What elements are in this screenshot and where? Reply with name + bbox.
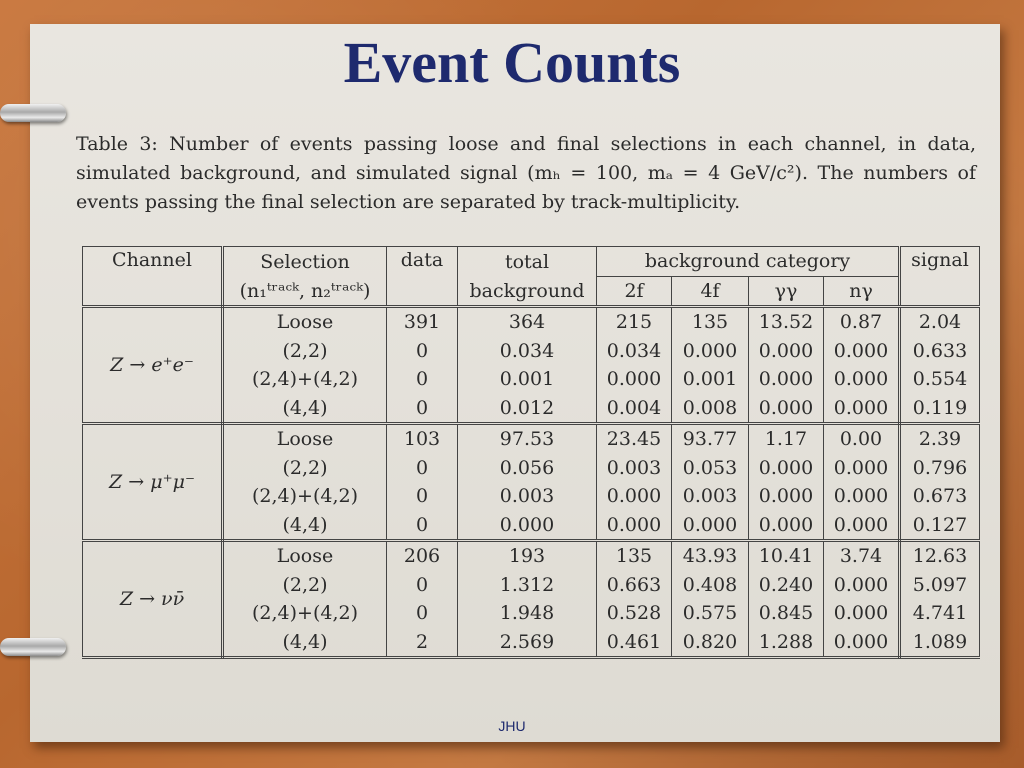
total-background-cell: 0.056 (458, 454, 597, 483)
data-cell: 206 (387, 541, 458, 571)
bg-n-gamma-cell: 0.000 (824, 599, 900, 628)
selection-cell: (2,4)+(4,2) (223, 482, 387, 511)
bg-gamma-gamma-cell: 1.17 (749, 424, 824, 454)
header-2f: 2f (597, 276, 672, 307)
bg-2f-cell: 0.034 (597, 337, 672, 366)
signal-cell: 1.089 (900, 628, 980, 658)
header-background: background (458, 276, 597, 307)
bg-4f-cell: 135 (672, 307, 749, 337)
data-cell: 0 (387, 599, 458, 628)
header-selection-sub: (n₁ᵗʳᵃᶜᵏ, n₂ᵗʳᵃᶜᵏ) (223, 276, 387, 307)
bg-n-gamma-cell: 0.00 (824, 424, 900, 454)
selection-cell: (2,2) (223, 337, 387, 366)
data-cell: 0 (387, 511, 458, 541)
table-row (83, 424, 980, 454)
bg-4f-cell: 93.77 (672, 424, 749, 454)
data-cell: 0 (387, 454, 458, 483)
signal-cell: 0.673 (912, 485, 968, 508)
bg-gamma-gamma-cell: 0.000 (749, 454, 824, 483)
selection-cell: (2,2) (223, 454, 387, 483)
bg-2f-cell: 0.461 (597, 628, 672, 658)
bg-2f-cell: 0.000 (597, 482, 672, 511)
table-row (83, 541, 980, 571)
selection-cell: Loose (223, 541, 387, 571)
channel-cell: Z → e⁺e⁻ (83, 307, 223, 424)
total-background-cell: 2.569 (458, 628, 597, 658)
header-total: total (458, 247, 597, 277)
header-background-category: background category (597, 247, 900, 277)
data-cell: 0 (387, 365, 458, 394)
bg-gamma-gamma-cell: 13.52 (749, 307, 824, 337)
footer-label: JHU (498, 718, 526, 734)
bg-n-gamma-cell: 0.000 (824, 482, 900, 511)
signal-cell: 2.04 (918, 311, 962, 334)
bg-4f-cell: 0.008 (672, 394, 749, 424)
total-background-cell: 364 (458, 307, 597, 337)
bg-n-gamma-cell: 0.000 (824, 454, 900, 483)
total-background-cell: 193 (458, 541, 597, 571)
total-background-cell: 0.034 (458, 337, 597, 366)
table-header-row-1 (83, 247, 980, 277)
signal-cell: 5.097 (912, 573, 968, 596)
total-background-cell: 0.001 (458, 365, 597, 394)
bg-4f-cell: 0.001 (672, 365, 749, 394)
bg-4f-cell: 0.820 (672, 628, 749, 658)
selection-cell: Loose (223, 307, 387, 337)
bg-2f-cell: 0.528 (597, 599, 672, 628)
total-background-cell: 97.53 (458, 424, 597, 454)
bg-n-gamma-cell: 0.000 (824, 394, 900, 424)
bg-2f-cell: 135 (597, 541, 672, 571)
bg-4f-cell: 0.053 (672, 454, 749, 483)
bg-n-gamma-cell: 0.000 (824, 571, 900, 600)
selection-cell: Loose (223, 424, 387, 454)
data-cell: 0 (387, 482, 458, 511)
page-title: Event Counts (343, 30, 681, 95)
bg-2f-cell: 23.45 (597, 424, 672, 454)
bg-gamma-gamma-cell: 0.000 (749, 394, 824, 424)
signal-cell: 0.127 (900, 511, 980, 541)
total-background-cell: 1.948 (458, 599, 597, 628)
total-background-cell: 1.312 (458, 571, 597, 600)
bg-4f-cell: 0.003 (672, 482, 749, 511)
bg-gamma-gamma-cell: 0.000 (749, 365, 824, 394)
table-row (83, 307, 980, 337)
signal-cell: 12.63 (912, 545, 968, 568)
bg-n-gamma-cell: 3.74 (824, 541, 900, 571)
bg-2f-cell: 0.003 (597, 454, 672, 483)
bg-gamma-gamma-cell: 0.000 (749, 482, 824, 511)
bg-n-gamma-cell: 0.000 (824, 365, 900, 394)
binder-ring-top (0, 104, 66, 122)
signal-cell: 0.633 (912, 339, 968, 362)
channel-cell: Z → νν̄ (83, 541, 223, 658)
data-cell: 2 (387, 628, 458, 658)
data-cell: 391 (387, 307, 458, 337)
table-caption: Table 3: Number of events passing loose and final selections in each channel, in data, simulated background, and simulated signal (mₕ = 100, mₐ = 4 GeV/c²). The numbers of events passing the final selection are separated by track-multiplicity. (76, 133, 976, 213)
bg-2f-cell: 215 (597, 307, 672, 337)
bg-4f-cell: 0.575 (672, 599, 749, 628)
bg-2f-cell: 0.000 (597, 511, 672, 541)
signal-cell: 0.119 (900, 394, 980, 424)
bg-4f-cell: 43.93 (672, 541, 749, 571)
bg-4f-cell: 0.000 (672, 511, 749, 541)
binder-ring-bottom (0, 638, 66, 656)
bg-gamma-gamma-cell: 0.000 (749, 337, 824, 366)
bg-2f-cell: 0.663 (597, 571, 672, 600)
signal-cell: 4.741 (912, 602, 968, 625)
selection-cell: (2,2) (223, 571, 387, 600)
data-cell: 0 (387, 337, 458, 366)
channel-cell: Z → μ⁺μ⁻ (83, 424, 223, 541)
header-data: data (387, 247, 458, 307)
header-n-gamma: nγ (824, 276, 900, 307)
selection-cell: (2,4)+(4,2) (223, 365, 387, 394)
header-gamma-gamma: γγ (749, 276, 824, 307)
bg-gamma-gamma-cell: 0.845 (749, 599, 824, 628)
event-table-container (82, 246, 980, 659)
signal-cell: 0.796 (912, 456, 968, 479)
bg-2f-cell: 0.000 (597, 365, 672, 394)
total-background-cell: 0.012 (458, 394, 597, 424)
bg-n-gamma-cell: 0.87 (824, 307, 900, 337)
event-counts-table (82, 246, 980, 659)
data-cell: 0 (387, 394, 458, 424)
data-cell: 0 (387, 571, 458, 600)
bg-gamma-gamma-cell: 1.288 (749, 628, 824, 658)
header-signal: signal (900, 247, 980, 307)
header-4f: 4f (672, 276, 749, 307)
bg-n-gamma-cell: 0.000 (824, 511, 900, 541)
selection-cell: (4,4) (223, 394, 387, 424)
bg-n-gamma-cell: 0.000 (824, 337, 900, 366)
total-background-cell: 0.003 (458, 482, 597, 511)
bg-2f-cell: 0.004 (597, 394, 672, 424)
bg-4f-cell: 0.000 (672, 337, 749, 366)
selection-cell: (4,4) (223, 628, 387, 658)
bg-gamma-gamma-cell: 0.240 (749, 571, 824, 600)
signal-cell: 2.39 (918, 428, 962, 451)
header-selection: Selection (223, 247, 387, 277)
signal-cell: 0.554 (912, 368, 968, 391)
bg-4f-cell: 0.408 (672, 571, 749, 600)
selection-cell: (2,4)+(4,2) (223, 599, 387, 628)
bg-gamma-gamma-cell: 0.000 (749, 511, 824, 541)
header-channel: Channel (83, 247, 223, 307)
bg-n-gamma-cell: 0.000 (824, 628, 900, 658)
total-background-cell: 0.000 (458, 511, 597, 541)
data-cell: 103 (387, 424, 458, 454)
selection-cell: (4,4) (223, 511, 387, 541)
bg-gamma-gamma-cell: 10.41 (749, 541, 824, 571)
